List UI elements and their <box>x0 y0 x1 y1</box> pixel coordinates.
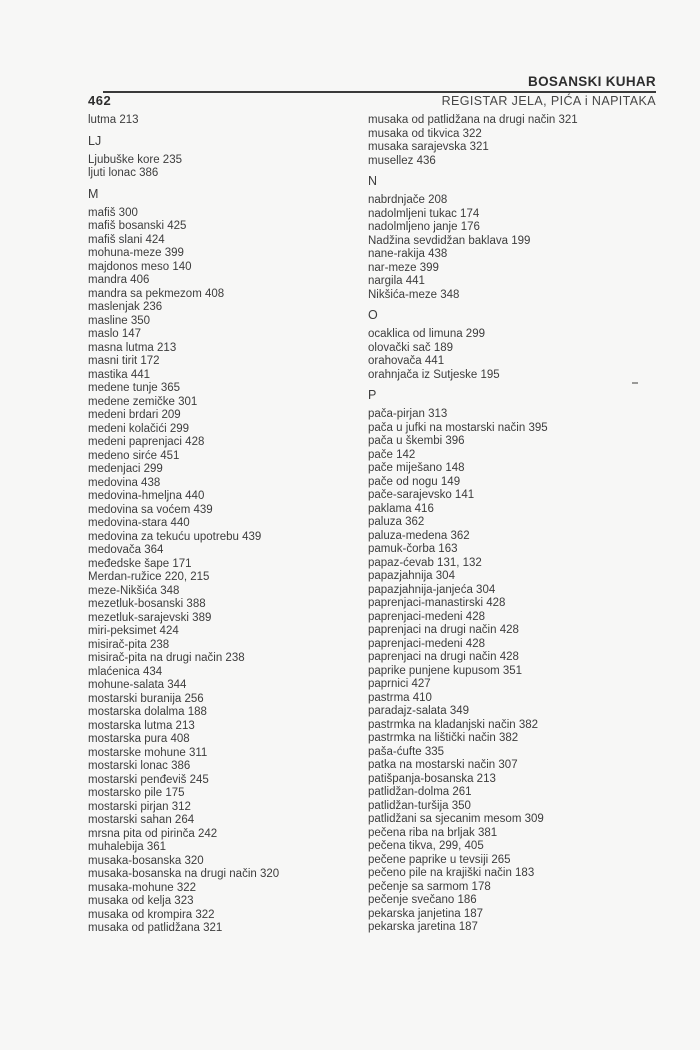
index-entry: musaka od patlidžana 321 <box>88 922 223 934</box>
index-entry: musaka sarajevska 321 <box>368 141 489 153</box>
index-entry: pečenje sa sarmom 178 <box>368 880 491 893</box>
index-entry: mezetluk-bosanski 388 <box>88 598 206 610</box>
index-entry: misirač-pita 238 <box>88 638 170 651</box>
index-entry: nabrdnjače 208 <box>368 194 448 206</box>
index-entry: mandra sa pekmezom 408 <box>88 287 225 300</box>
index-entry: pečeno pile na krajiški način 183 <box>368 867 535 879</box>
index-entry: maslenjak 236 <box>88 301 163 313</box>
index-entry: ljuti lonac 386 <box>88 167 159 179</box>
index-entry: majdonos meso 140 <box>88 260 192 273</box>
index-entry: meze-Nikšića 348 <box>88 584 180 597</box>
index-entry: pače od nogu 149 <box>368 475 461 488</box>
index-entry: medovina za tekuću upotrebu 439 <box>88 530 262 543</box>
index-section-letter: P <box>368 388 377 402</box>
index-entry: paklama 416 <box>368 502 434 515</box>
index-entry: paprenjaci na drugi način 428 <box>368 624 519 636</box>
index-entry: medene zemičke 301 <box>88 395 198 408</box>
index-entry: paprenjaci-medeni 428 <box>368 610 485 623</box>
index-entry: pastrmka na lištički način 382 <box>368 732 519 744</box>
index-section-letter: O <box>368 308 378 322</box>
index-entry: mandra 406 <box>88 274 150 286</box>
index-entry: patišpanja-bosanska 213 <box>368 772 496 785</box>
index-entry: paluza 362 <box>368 516 425 528</box>
index-entry: mostarska pura 408 <box>88 733 190 745</box>
index-entry: pastrmka na kladanjski način 382 <box>368 718 539 731</box>
index-entry: medenjaci 299 <box>88 463 163 475</box>
index-entry: papaz-ćevab 131, 132 <box>368 556 482 569</box>
index-entry: pače 142 <box>368 448 416 461</box>
header-row <box>88 93 656 108</box>
index-entry: nane-rakija 438 <box>368 248 448 260</box>
index-entry: međedske šape 171 <box>88 557 192 570</box>
index-entry: Merdan-ružice 220, 215 <box>88 571 210 583</box>
index-entry: medene tunje 365 <box>88 382 181 394</box>
index-entry: pečena tikva, 299, 405 <box>368 840 484 852</box>
running-head-book-title: BOSANSKI KUHAR <box>103 74 656 93</box>
index-entry: mastika 441 <box>88 368 151 381</box>
index-entry: paprenjaci na drugi način 428 <box>368 651 519 663</box>
index-entry: Nadžina sevdidžan baklava 199 <box>368 234 531 247</box>
index-entry: pača u škembi 396 <box>368 435 465 447</box>
index-entry: nar-meze 399 <box>368 261 439 274</box>
index-entry: lutma 213 <box>88 114 139 126</box>
index-entry: patlidžan-dolma 261 <box>368 786 472 798</box>
index-entry: pekarska janjetina 187 <box>368 907 484 920</box>
index-entry: musaka-bosanska 320 <box>88 854 204 867</box>
index-entry: pekarska jaretina 187 <box>368 921 478 933</box>
register-title: REGISTAR JELA, PIĆA i NAPITAKA <box>441 94 656 108</box>
index-section-letter: M <box>88 186 99 201</box>
index-entry: medeno sirće 451 <box>88 449 180 462</box>
index-entry: mostarski lonac 386 <box>88 760 191 772</box>
index-section-letter: LJ <box>88 133 102 148</box>
index-entry: medovina sa voćem 439 <box>88 503 213 516</box>
index-entry: mostarski penđeviš 245 <box>88 773 209 786</box>
index-entry: pače miješano 148 <box>368 462 465 474</box>
index-entry: musaka-bosanska na drugi način 320 <box>88 868 280 880</box>
index-entry: pastrma 410 <box>368 691 432 704</box>
index-entry: paprike punjene kupusom 351 <box>368 664 523 677</box>
index-entry: mostarsko pile 175 <box>88 787 185 799</box>
index-entry: nargila 441 <box>368 275 425 287</box>
index-entry: paša-ćufte 335 <box>368 745 445 758</box>
index-entry: pečenje svečano 186 <box>368 894 477 906</box>
index-entry: patlidžani sa sjecanim mesom 309 <box>368 813 544 825</box>
index-entry: mostarski pirjan 312 <box>88 800 191 813</box>
index-entry: maslo 147 <box>88 328 142 340</box>
index-entry: medovača 364 <box>88 544 164 556</box>
index-entry: orahnjača iz Sutjeske 195 <box>368 368 500 381</box>
index-entry: mrsna pita od pirinča 242 <box>88 827 218 840</box>
index-entry: mezetluk-sarajevski 389 <box>88 611 212 624</box>
index-entry: mostarska dolalma 188 <box>88 706 207 718</box>
index-entry: masna lutma 213 <box>88 341 177 354</box>
index-entry: pamuk-čorba 163 <box>368 543 458 555</box>
index-entry: medeni brdari 209 <box>88 409 181 421</box>
index-entry: musaka od patlidžana na drugi način 321 <box>368 114 578 126</box>
index-entry: ocaklica od limuna 299 <box>368 328 485 340</box>
index-entry: pača u jufki na mostarski način 395 <box>368 421 548 434</box>
index-entry: musellez 436 <box>368 154 436 167</box>
index-entry: orahovača 441 <box>368 355 445 367</box>
page-number: 462 <box>88 93 112 108</box>
index-entry: mostarski sahan 264 <box>88 814 195 826</box>
index-entry: medovina-stara 440 <box>88 517 190 529</box>
index-entry: musaka od kelja 323 <box>88 895 194 907</box>
index-entry: mafiš slani 424 <box>88 233 165 246</box>
index-entry: muhalebija 361 <box>88 841 167 853</box>
index-column-right <box>368 114 658 936</box>
index-entry: mohuna-meze 399 <box>88 247 184 259</box>
index-entry: mostarski buranija 256 <box>88 692 204 705</box>
index-entry: nadolmljeno janje 176 <box>368 221 480 233</box>
index-entry: medeni kolačići 299 <box>88 422 190 435</box>
index-entry: Ljubuške kore 235 <box>88 153 182 166</box>
index-entry: medovina-hmeljna 440 <box>88 490 205 502</box>
index-entry: paradajz-salata 349 <box>368 705 470 717</box>
index-columns <box>88 114 658 936</box>
index-entry: musaka od tikvica 322 <box>368 127 482 140</box>
index-entry: Nikšića-meze 348 <box>368 288 460 301</box>
index-column-left <box>88 114 368 936</box>
index-entry: medeni paprenjaci 428 <box>88 436 205 448</box>
index-entry: paprnici 427 <box>368 678 431 690</box>
index-entry: patlidžan-turšija 350 <box>368 799 471 812</box>
index-entry: masline 350 <box>88 314 151 327</box>
index-entry: miri-peksimet 424 <box>88 625 179 637</box>
index-entry: masni tirit 172 <box>88 355 160 367</box>
index-entry: nadolmljeni tukac 174 <box>368 207 480 220</box>
index-entry: musaka-mohune 322 <box>88 881 197 894</box>
index-entry: misirač-pita na drugi način 238 <box>88 652 245 664</box>
index-entry: pače-sarajevsko 141 <box>368 489 475 501</box>
index-entry: pečena riba na brljak 381 <box>368 826 498 839</box>
index-entry: pača-pirjan 313 <box>368 408 448 420</box>
scan-artifact-dash <box>632 382 638 384</box>
index-entry: pečene paprike u tevsiji 265 <box>368 853 511 866</box>
index-entry: papazjahnija 304 <box>368 570 455 582</box>
index-entry: mlaćenica 434 <box>88 665 163 678</box>
index-entry: medovina 438 <box>88 476 161 489</box>
index-entry: paprenjaci-medeni 428 <box>368 637 485 650</box>
index-entry: musaka od krompira 322 <box>88 908 215 921</box>
index-entry: patka na mostarski način 307 <box>368 759 518 771</box>
index-section-letter: N <box>368 174 378 188</box>
index-entry: mostarska lutma 213 <box>88 719 195 732</box>
index-entry: mostarske mohune 311 <box>88 746 208 759</box>
index-entry: papazjahnija-janjeća 304 <box>368 583 496 596</box>
index-entry: olovački sač 189 <box>368 341 454 354</box>
index-entry: paprenjaci-manastirski 428 <box>368 597 506 609</box>
index-entry: mafiš bosanski 425 <box>88 220 187 232</box>
index-entry: paluza-medena 362 <box>368 529 470 542</box>
index-entry: mafiš 300 <box>88 206 138 219</box>
index-entry: mohune-salata 344 <box>88 679 187 691</box>
